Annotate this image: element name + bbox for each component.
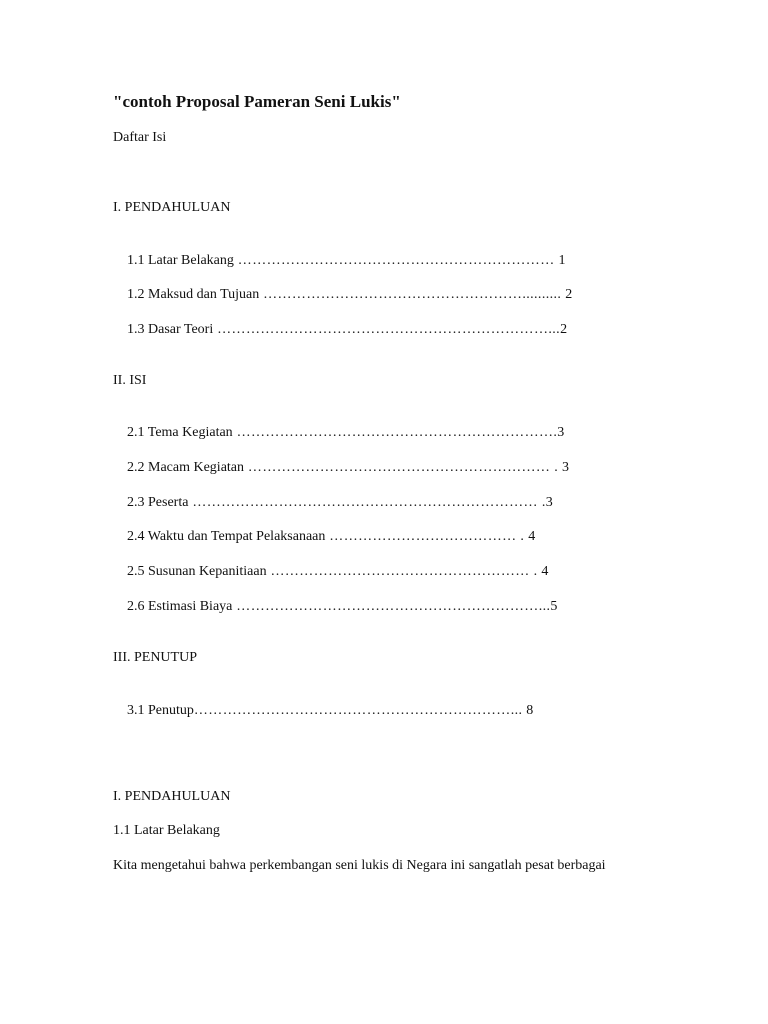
body-section-heading: I. PENDAHULUAN	[113, 789, 231, 804]
toc-entry-leader: ………………………………………………………….	[232, 425, 558, 440]
toc-entry-label: 1.2 Maksud dan Tujuan	[127, 287, 260, 302]
toc-entry-leader: ………………………………………………..........	[259, 287, 566, 302]
toc-entry-label: 3.1 Penutup	[127, 703, 194, 718]
body-paragraph: Kita mengetahui bahwa perkembangan seni lukis di Negara ini sangatlah pesat berbagai	[113, 858, 606, 873]
toc-entry-leader: ……………………………………………………………...	[213, 322, 561, 337]
toc-entry-page: 3	[557, 425, 565, 440]
toc-entry-leader: …………………………………………………………	[233, 253, 559, 268]
toc-entry-leader: …………………………………………………………...	[193, 703, 527, 718]
toc-entry-label: 2.2 Macam Kegiatan	[127, 460, 245, 475]
toc-section-heading: I. PENDAHULUAN	[113, 200, 231, 215]
toc-entry-leader: ………………………………… .	[325, 529, 529, 544]
toc-entry-leader: ……………………………………………………………… .	[188, 495, 546, 510]
toc-section-heading: III. PENUTUP	[113, 650, 197, 665]
toc-entry-label: 2.6 Estimasi Biaya	[127, 599, 233, 614]
toc-entry-page: 3	[562, 460, 570, 475]
toc-entry-page: 1	[558, 253, 566, 268]
toc-entry-leader: ……………………………………………………… .	[244, 460, 563, 475]
toc-entry-label: 1.1 Latar Belakang	[127, 253, 234, 268]
toc-entry	[113, 303, 567, 357]
toc-entry-label: 1.3 Dasar Teori	[127, 322, 214, 337]
toc-section-heading: II. ISI	[113, 373, 147, 388]
toc-entry-label: 2.4 Waktu dan Tempat Pelaksanaan	[127, 529, 326, 544]
toc-entry-page: 8	[526, 703, 534, 718]
toc-heading: Daftar Isi	[113, 130, 167, 145]
toc-entry-page: 4	[541, 564, 549, 579]
toc-entry-leader: ……………………………………………… .	[266, 564, 542, 579]
body-subheading: 1.1 Latar Belakang	[113, 823, 220, 838]
toc-entry	[113, 580, 557, 634]
toc-entry-label: 2.5 Susunan Kepanitiaan	[127, 564, 267, 579]
toc-entry-leader: ………………………………………………………...	[232, 599, 551, 614]
toc-entry-page: 5	[550, 599, 558, 614]
document-title: "contoh Proposal Pameran Seni Lukis"	[113, 92, 401, 111]
toc-entry-page: 3	[545, 495, 553, 510]
toc-entry-page: 4	[528, 529, 536, 544]
toc-entry	[113, 684, 533, 738]
toc-entry-label: 2.3 Peserta	[127, 495, 189, 510]
toc-entry-page: 2	[565, 287, 573, 302]
toc-entry-label: 2.1 Tema Kegiatan	[127, 425, 233, 440]
toc-entry-page: 2	[560, 322, 568, 337]
